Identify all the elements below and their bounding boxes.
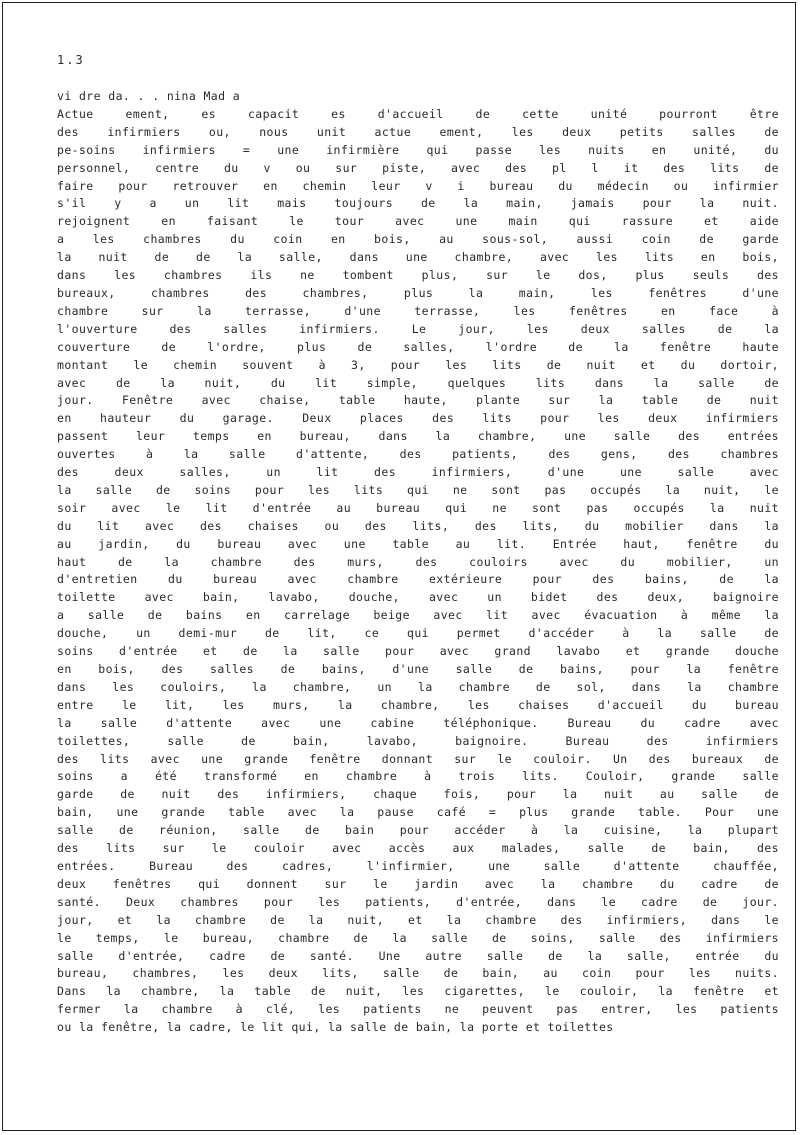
text-line: avec de la nuit, du lit simple, quelques lits dans la salle de (57, 375, 779, 390)
text-line: en bois, des salles de bains, d'une salle de bains, pour la fenêtre (57, 662, 779, 676)
text-line: Actue ement, es capacit es d'accueil de cette unité pourront être (57, 106, 779, 121)
text-line: ou la fenêtre, la cadre, le lit qui, la salle de bain, la porte et toilettes (57, 1020, 614, 1035)
text-line: le temps, le bureau, chambre de la salle de soins, salle des infirmiers (57, 930, 779, 945)
text-line: dans les chambres ils ne tombent plus, sur le dos, plus seuls des (57, 268, 779, 283)
text-line: garde de nuit des infirmiers, chaque fois, pour la nuit au salle de (57, 787, 779, 802)
text-line: entrées. Bureau des cadres, l'infirmier, une salle d'attente chauffée, (57, 858, 779, 873)
text-line: salle de réunion, salle de bain pour accéder à la cuisine, la plupart (57, 823, 779, 838)
text-line: jour. Fenêtre avec chaise, table haute, plante sur la table de nuit (57, 393, 779, 408)
text-line: des lits avec une grande fenêtre donnant sur le couloir. Un des bureaux de (57, 751, 779, 766)
text-line: au jardin, du bureau avec une table au lit. Entrée haut, fenêtre du (57, 536, 779, 551)
body-text (57, 106, 779, 1037)
text-line: personnel, centre du v ou sur piste, avec des pl l it des lits de (57, 160, 779, 175)
text-line: des infirmiers ou, nous unit actue ement, les deux petits salles de (57, 124, 779, 139)
text-line: des deux salles, un lit des infirmiers, d'une une salle avec (57, 465, 779, 480)
text-line: pe-soins infirmiers = une infirmière qui passe les nuits en unité, du (57, 142, 779, 157)
text-line: passent leur temps en bureau, dans la chambre, une salle des entrées (57, 429, 779, 444)
text-line: l'ouverture des salles infirmiers. Le jour, les deux salles de la (57, 321, 779, 336)
text-line: a salle de bains en carrelage beige avec lit avec évacuation à même la (57, 608, 779, 623)
text-line: toilette avec bain, lavabo, douche, avec un bidet des deux, baignoire (57, 590, 779, 605)
text-line: en hauteur du garage. Deux places des lits pour les deux infirmiers (57, 411, 779, 426)
text-line: la salle de soins pour les lits qui ne sont pas occupés la nuit, le (57, 482, 779, 497)
text-line: ouvertes à la salle d'attente, des patients, des gens, des chambres (57, 447, 779, 462)
text-line: salle d'entrée, cadre de santé. Une autre salle de la salle, entrée du (57, 948, 779, 963)
text-line: entre le lit, les murs, la chambre, les chaises d'accueil du bureau (57, 697, 779, 712)
text-line: montant le chemin souvent à 3, pour les lits de nuit et du dortoir, (57, 357, 779, 372)
text-line: dans les couloirs, la chambre, un la chambre de sol, dans la chambre (57, 679, 779, 694)
text-line: fermer la chambre à clé, les patients ne peuvent pas entrer, les patients (57, 1002, 779, 1017)
text-line: deux fenêtres qui donnent sur le jardin avec la chambre du cadre de (57, 876, 779, 891)
text-line: jour, et la chambre de la nuit, et la chambre des infirmiers, dans le (57, 912, 779, 927)
text-line: s'il y a un lit mais toujours de la main, jamais pour la nuit. (57, 196, 779, 211)
text-line: santé. Deux chambres pour les patients, d'entrée, dans le cadre de jour. (57, 894, 779, 909)
text-line: Dans la chambre, la table de nuit, les cigarettes, le couloir, la fenêtre et (57, 984, 779, 999)
text-line: chambre sur la terrasse, d'une terrasse, les fenêtres en face à (57, 303, 779, 318)
text-line: d'entretien du bureau avec chambre extérieure pour des bains, de la (57, 572, 779, 587)
text-line: des lits sur le couloir avec accès aux malades, salle de bain, des (57, 841, 779, 856)
text-line: bureaux, chambres des chambres, plus la main, les fenêtres d'une (57, 285, 779, 300)
text-line: rejoignent en faisant le tour avec une main qui rassure et aide (57, 214, 779, 229)
text-line: la salle d'attente avec une cabine téléphonique. Bureau du cadre avec (57, 715, 779, 730)
text-line: soins a été transformé en chambre à trois lits. Couloir, grande salle (57, 769, 779, 784)
text-line: couverture de l'ordre, plus de salles, l'ordre de la fenêtre haute (57, 339, 779, 354)
text-line: soir avec le lit d'entrée au bureau qui ne sont pas occupés la nuit (57, 500, 779, 515)
text-line: du lit avec des chaises ou des lits, des lits, du mobilier dans la (57, 518, 779, 533)
text-line: bureau, chambres, les deux lits, salle de bain, au coin pour les nuits. (57, 966, 779, 981)
page-number: 1.3 (57, 53, 85, 67)
text-line: douche, un demi-mur de lit, ce qui permet d'accéder à la salle de (57, 626, 779, 641)
text-line: la nuit de de la salle, dans une chambre, avec les lits en bois, (57, 250, 779, 265)
text-line: haut de la chambre des murs, des couloirs avec du mobilier, un (57, 554, 779, 569)
document-page (57, 52, 779, 1037)
section-title: vi dre da. . . nina Mad a (57, 89, 241, 103)
text-line: toilettes, salle de bain, lavabo, baignoire. Bureau des infirmiers (57, 733, 779, 748)
text-line: faire pour retrouver en chemin leur v i bureau du médecin ou infirmier (57, 178, 779, 193)
text-line: bain, une grande table avec la pause café = plus grande table. Pour une (57, 805, 779, 820)
text-line: soins d'entrée et de la salle pour avec grand lavabo et grande douche (57, 644, 779, 659)
text-line: a les chambres du coin en bois, au sous-sol, aussi coin de garde (57, 232, 779, 247)
